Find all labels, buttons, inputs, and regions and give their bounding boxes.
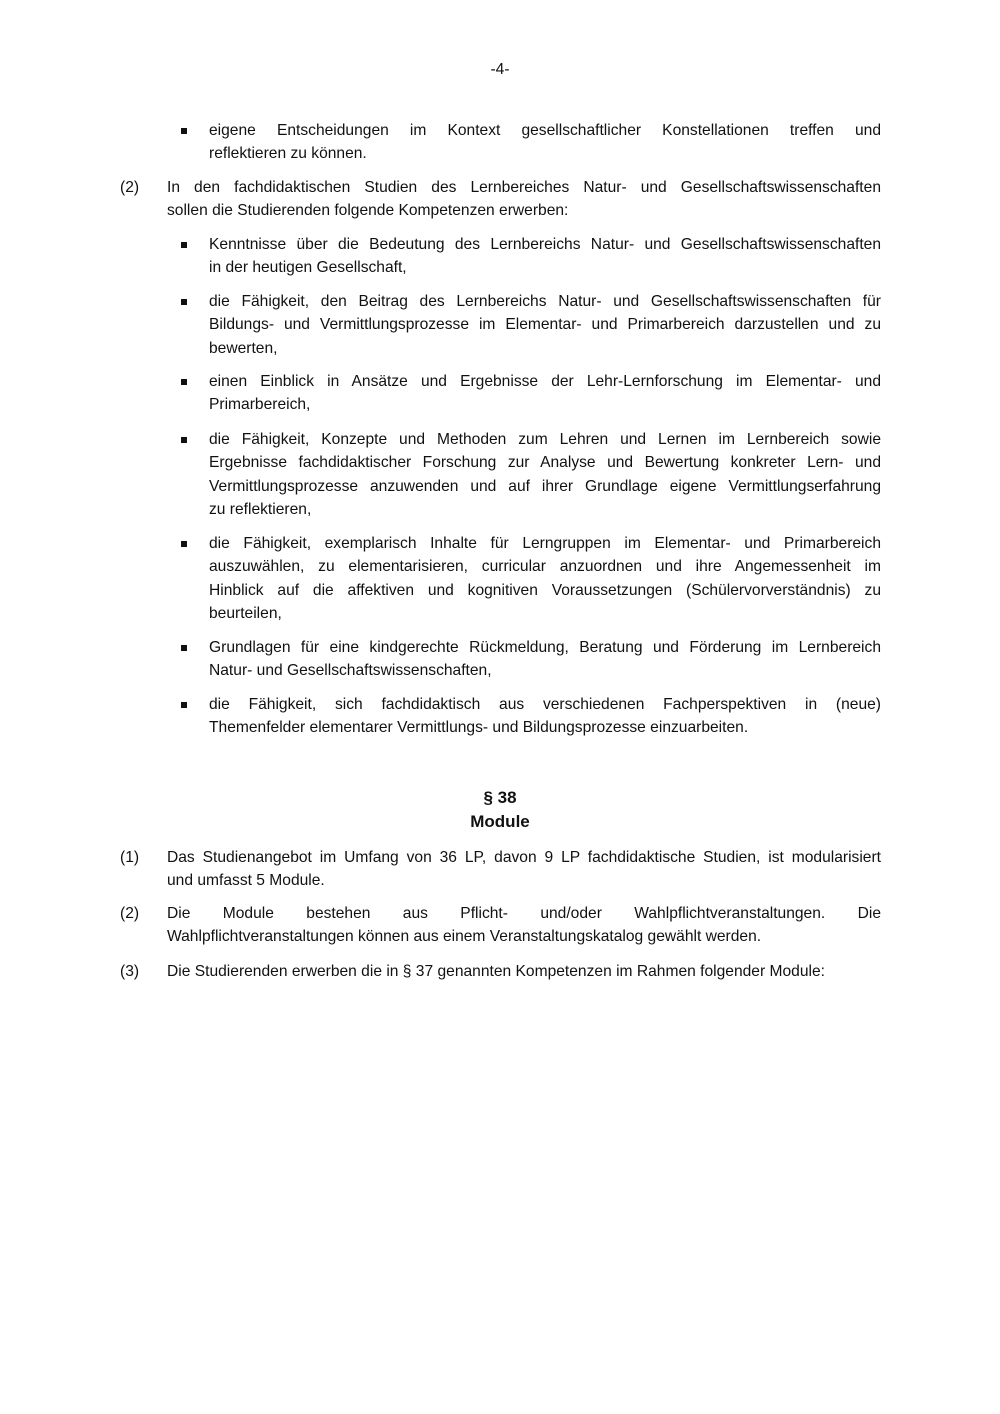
paragraph-number: (2) — [120, 179, 140, 196]
text-line: zu reflektieren, — [209, 501, 312, 519]
bullet-item — [209, 693, 881, 740]
section-title: Module — [470, 812, 530, 831]
text-line: Bildungs- und Vermittlungsprozesse im Elementar- und Primarbereich darzustellen und zu — [209, 316, 881, 334]
bullet-icon — [181, 299, 187, 305]
paragraph-number: (3) — [120, 963, 140, 980]
text-line: Themenfelder elementarer Vermittlungs- und Bildungsprozesse einzuarbeiten. — [209, 719, 749, 737]
bullet-icon — [181, 242, 187, 248]
text-line: In den fachdidaktischen Studien des Lernbereiches Natur- und Gesellschaftswissenschaften — [167, 179, 881, 196]
paragraph — [167, 176, 881, 223]
paragraph — [167, 960, 881, 983]
text-line: sollen die Studierenden folgende Kompetenzen erwerben: — [167, 202, 569, 220]
text-line: beurteilen, — [209, 605, 282, 623]
text-line: Ergebnisse fachdidaktischer Forschung zur Analyse und Bewertung konkreter Lern- und — [209, 454, 881, 472]
paragraph-number: (1) — [120, 849, 140, 866]
text-line: reflektieren zu können. — [209, 145, 367, 163]
text-line: Vermittlungsprozesse anzuwenden und auf ihrer Grundlage eigene Vermittlungserfahrung — [209, 477, 881, 495]
text-line: Die Studierenden erwerben die in § 37 genannten Kompetenzen im Rahmen folgender Module: — [167, 963, 825, 980]
bullet-item — [209, 290, 881, 360]
text-line: Das Studienangebot im Umfang von 36 LP, davon 9 LP fachdidaktische Studien, ist modularisiert — [167, 849, 881, 866]
text-line: bewerten, — [209, 339, 278, 357]
text-line: die Fähigkeit, den Beitrag des Lernbereichs Natur- und Gesellschaftswissenschaften für — [209, 293, 881, 310]
section-number: § 38 — [483, 788, 517, 807]
bullet-icon — [181, 702, 187, 708]
bullet-item — [209, 119, 881, 166]
text-line: die Fähigkeit, Konzepte und Methoden zum Lehren und Lernen im Lernbereich sowie — [209, 431, 881, 448]
text-line: Hinblick auf die affektiven und kognitiven Voraussetzungen (Schülervorverständnis) zu — [209, 581, 881, 599]
bullet-icon — [181, 541, 187, 547]
bullet-icon — [181, 128, 187, 134]
text-line: Die Module bestehen aus Pflicht- und/oder Wahlpflichtveranstaltungen. Die — [167, 905, 881, 922]
text-line: in der heutigen Gesellschaft, — [209, 259, 407, 277]
text-line: eigene Entscheidungen im Kontext gesellschaftlicher Konstellationen treffen und — [209, 122, 881, 139]
text-line: Primarbereich, — [209, 396, 311, 414]
bullet-item — [209, 532, 881, 626]
text-line: Grundlagen für eine kindgerechte Rückmeldung, Beratung und Förderung im Lernbereich — [209, 639, 881, 656]
paragraph — [167, 846, 881, 893]
paragraph — [167, 902, 881, 949]
bullet-item — [209, 636, 881, 683]
bullet-icon — [181, 645, 187, 651]
text-line: Wahlpflichtveranstaltungen können aus einem Veranstaltungskatalog gewählt werden. — [167, 928, 762, 946]
text-line: auszuwählen, zu elementarisieren, curricular anzuordnen und ihre Angemessenheit im — [209, 558, 881, 576]
text-line: und umfasst 5 Module. — [167, 872, 325, 890]
text-line: Kenntnisse über die Bedeutung des Lernbereichs Natur- und Gesellschaftswissenschaften — [209, 236, 881, 253]
bullet-item — [209, 428, 881, 522]
bullet-item — [209, 370, 881, 417]
text-line: die Fähigkeit, exemplarisch Inhalte für Lerngruppen im Elementar- und Primarbereich — [209, 535, 881, 552]
paragraph-number: (2) — [120, 905, 140, 922]
bullet-icon — [181, 437, 187, 443]
text-line: Natur- und Gesellschaftswissenschaften, — [209, 662, 492, 680]
bullet-item — [209, 233, 881, 280]
text-line: die Fähigkeit, sich fachdidaktisch aus verschiedenen Fachperspektiven in (neue) — [209, 696, 881, 713]
text-line: einen Einblick in Ansätze und Ergebnisse der Lehr-Lernforschung im Elementar- und — [209, 373, 881, 390]
page-number: -4- — [490, 61, 510, 78]
bullet-icon — [181, 379, 187, 385]
